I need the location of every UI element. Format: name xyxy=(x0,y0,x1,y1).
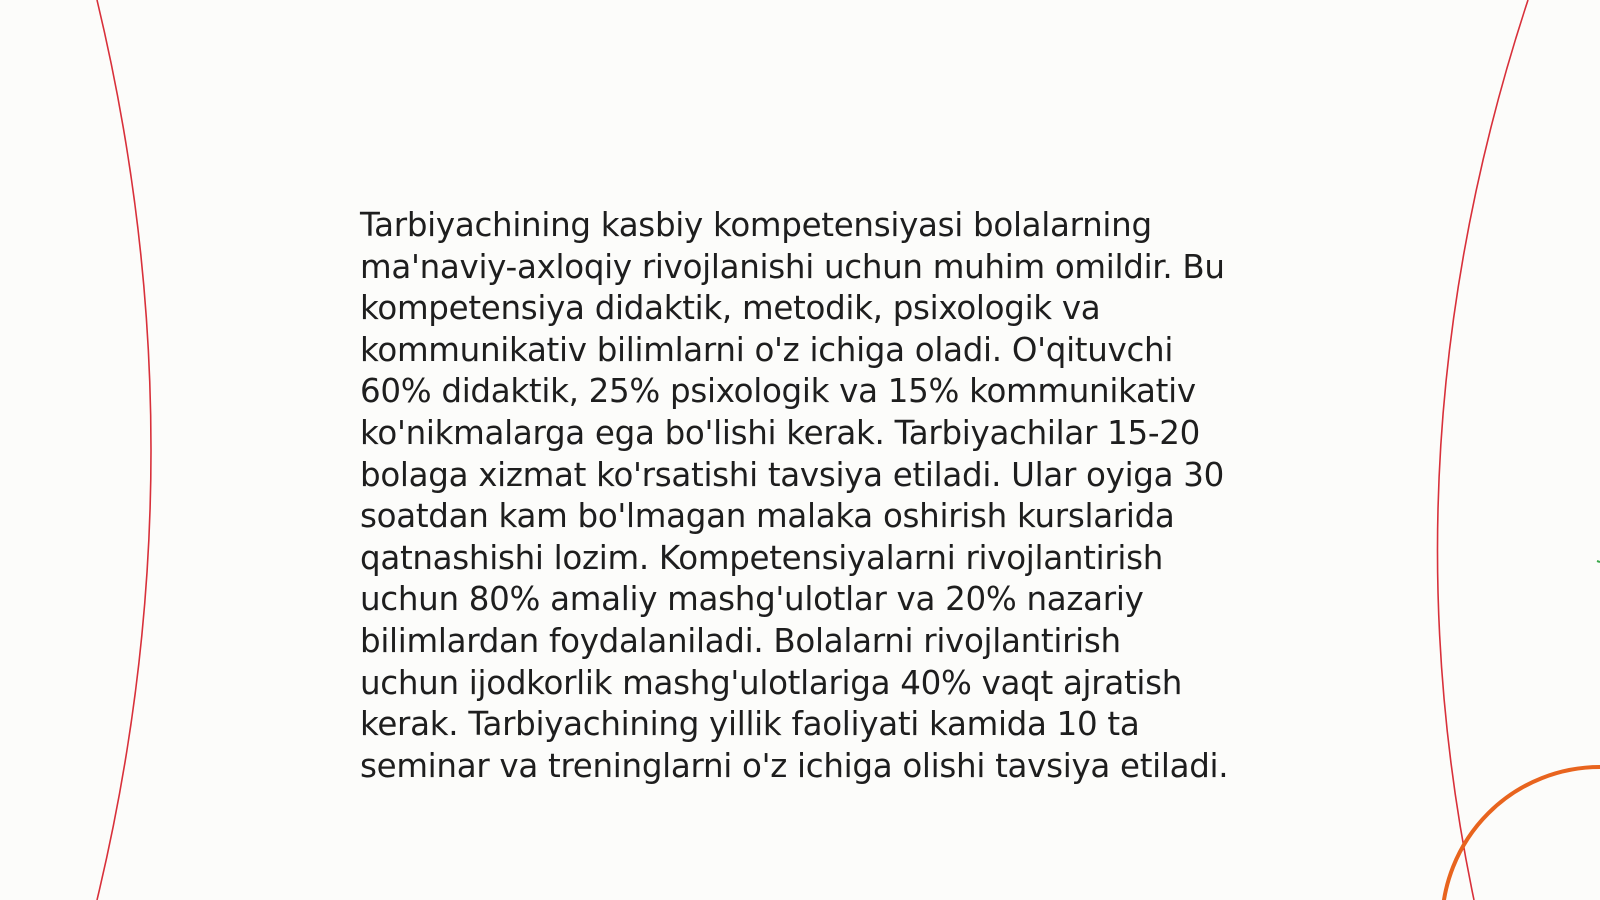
paragraph-line: kerak. Tarbiyachining yillik faoliyati kamida 10 ta xyxy=(360,705,1140,744)
paragraph-line: 60% didaktik, 25% psixologik va 15% kommunikativ xyxy=(360,372,1196,411)
paragraph-line: Tarbiyachining kasbiy kompetensiyasi bolalarning xyxy=(360,206,1152,244)
right-arc xyxy=(1437,0,1528,900)
paragraph-line: qatnashishi lozim. Kompetensiyalarni rivojlantirish xyxy=(360,538,1164,577)
paragraph-line: ko'nikmalarga ega bo'lishi kerak. Tarbiyachilar 15-20 xyxy=(360,413,1201,452)
paragraph-line: bilimlardan foydalaniladi. Bolalarni rivojlantirish xyxy=(360,621,1121,660)
paragraph-line: kompetensiya didaktik, metodik, psixologik va xyxy=(360,289,1101,328)
paragraph-line: seminar va treninglarni o'z ichiga olishi tavsiya etiladi. xyxy=(360,746,1229,785)
left-arc xyxy=(97,0,151,900)
paragraph-line: soatdan kam bo'lmagan malaka oshirish kurslarida xyxy=(360,497,1175,536)
body-paragraph xyxy=(360,205,1260,787)
paragraph-line: bolaga xizmat ko'rsatishi tavsiya etiladi. Ular oyiga 30 xyxy=(360,455,1225,494)
orange-circle-arc xyxy=(1442,767,1600,900)
paragraph-line: uchun ijodkorlik mashg'ulotlariga 40% vaqt ajratish xyxy=(360,663,1183,702)
paragraph-line: uchun 80% amaliy mashg'ulotlar va 20% nazariy xyxy=(360,580,1144,619)
paragraph-line: ma'naviy-axloqiy rivojlanishi uchun muhim omildir. Bu xyxy=(360,247,1225,286)
paragraph-line: kommunikativ bilimlarni o'z ichiga oladi. O'qituvchi xyxy=(360,330,1174,369)
